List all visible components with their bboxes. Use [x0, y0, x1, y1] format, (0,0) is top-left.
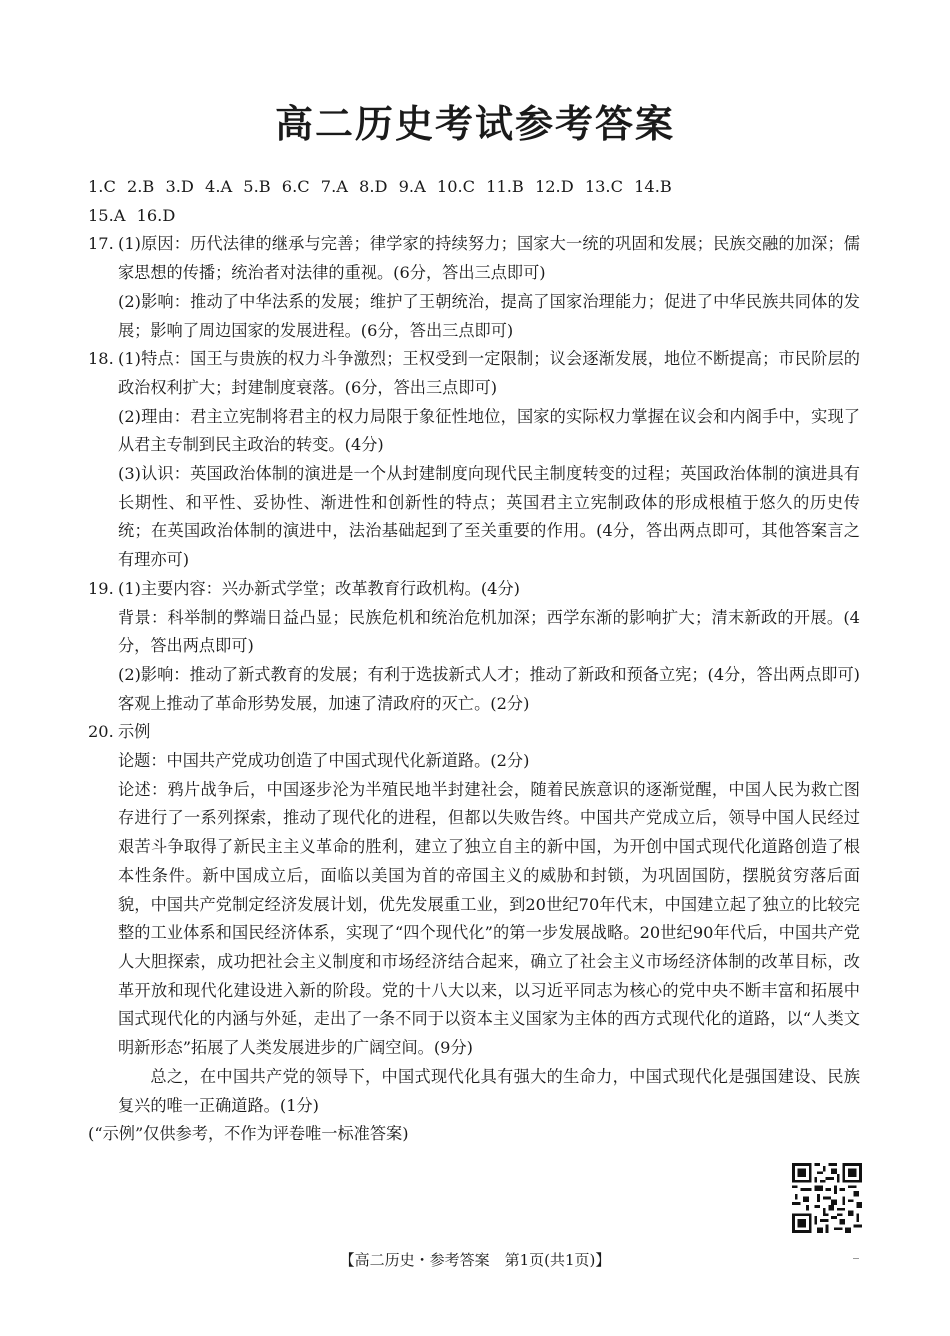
q20-example-heading: 示例: [118, 722, 151, 742]
answer-content: [88, 173, 860, 1149]
question-18: [88, 345, 860, 575]
question-17: [88, 230, 860, 345]
mcq-answers-line-2: 15.A 16.D: [88, 205, 176, 225]
page-footer: 【高二历史・参考答案 第1页(共1页)】: [339, 1251, 611, 1269]
q17-part-1: (1)原因：历代法律的继承与完善；律学家的持续努力；国家大一统的巩固和发展；民族交融的加深；儒家思想的传播；统治者对法律的重视。(6分，答出三点即可): [118, 234, 860, 283]
q20-conclusion: 总之，在中国共产党的领导下，中国式现代化具有强大的生命力，中国式现代化是强国建设、民族复兴的唯一正确道路。(1分): [118, 1066, 860, 1115]
q20-thesis: 论题：中国共产党成功创造了中国式现代化新道路。(2分): [118, 751, 530, 771]
q17-part-2: (2)影响：推动了中华法系的发展；维护了王朝统治，提高了国家治理能力；促进了中华民族共同体的发展；影响了周边国家的发展进程。(6分，答出三点即可): [118, 291, 860, 340]
question-20: [88, 718, 860, 747]
q19-part-2: (2)影响：推动了新式教育的发展；有利于选拔新式人才；推动了新政和预备立宪；(4分，答出两点即可)客观上推动了革命形势发展，加速了清政府的灭亡。(2分): [118, 664, 860, 713]
question-number: 17.: [88, 234, 114, 254]
question-19: [88, 575, 860, 719]
mcq-answers-line-1: 1.C 2.B 3.D 4.A 5.B 6.C 7.A 8.D 9.A 10.C 11.B 12.D 13.C 14.B: [88, 177, 672, 196]
q19-background: 背景：科举制的弊端日益凸显；民族危机和统治危机加深；西学东渐的影响扩大；清末新政的开展。(4分，答出两点即可): [118, 607, 860, 656]
q19-part-1: (1)主要内容：兴办新式学堂；改革教育行政机构。(4分): [118, 578, 520, 598]
q20-argument: 论述：鸦片战争后，中国逐步沦为半殖民地半封建社会，随着民族意识的逐渐觉醒，中国人民为救亡图存进行了一系列探索，推动了现代化的进程，但都以失败告终。中国共产党成立后，领导中国人民经过艰苦斗争取得了新民主主义革命的胜利，建立了独立自主的新中国，为开创中国式现代化道路创造了根本性条件。新中国成立后，面临以美国为首的帝国主义的威胁和封锁，为巩固国防，摆脱贫穷落后面貌，中国共产党制定经济发展计划，优先发展重工业，到20世纪70年代末，中国建立起了独立的比较完整的工业体系和国民经济体系，实现了“四个现代化”的第一步发展战略。20世纪90年代后，中国共产党人大胆探索，成功把社会主义制度和市场经济结合起来，确立了社会主义市场经济体制的改革目标，改革开放和现代化建设进入新的阶段。党的十八大以来，以习近平同志为核心的党中央不断丰富和拓展中国式现代化的内涵与外延，走出了一条不同于以资本主义国家为主体的西方式现代化的道路，以“人类文明新形态”拓展了人类发展进步的广阔空间。(9分): [118, 779, 860, 1058]
page-title: 高二历史考试参考答案: [274, 102, 675, 146]
q18-part-2: (2)理由：君主立宪制将君主的权力局限于象征性地位，国家的实际权力掌握在议会和内阁手中，实现了从君主专制到民主政治的转变。(4分): [118, 406, 860, 455]
question-number: 19.: [88, 578, 114, 598]
question-number: 20.: [88, 722, 114, 742]
q20-note: (“示例”仅供参考，不作为评卷唯一标准答案): [88, 1124, 409, 1144]
question-20-body: [88, 747, 860, 1120]
q18-part-1: (1)特点：国王与贵族的权力斗争激烈；王权受到一定限制；议会逐渐发展，地位不断提高；市民阶层的政治权利扩大；封建制度衰落。(6分，答出三点即可): [118, 349, 860, 397]
qr-code-icon: [792, 1163, 862, 1233]
q18-part-3: (3)认识：英国政治体制的演进是一个从封建制度向现代民主制度转变的过程；英国政治体制的演进具有长期性、和平性、妥协性、渐进性和创新性的特点；英国君主立宪制政体的形成根植于悠久的历史传统；在英国政治体制的演进中，法治基础起到了至关重要的作用。(4分，答出两点即可，其他答案言之有理亦可): [118, 464, 860, 570]
question-number: 18.: [88, 349, 114, 369]
page-corner-mark: [853, 1258, 859, 1259]
